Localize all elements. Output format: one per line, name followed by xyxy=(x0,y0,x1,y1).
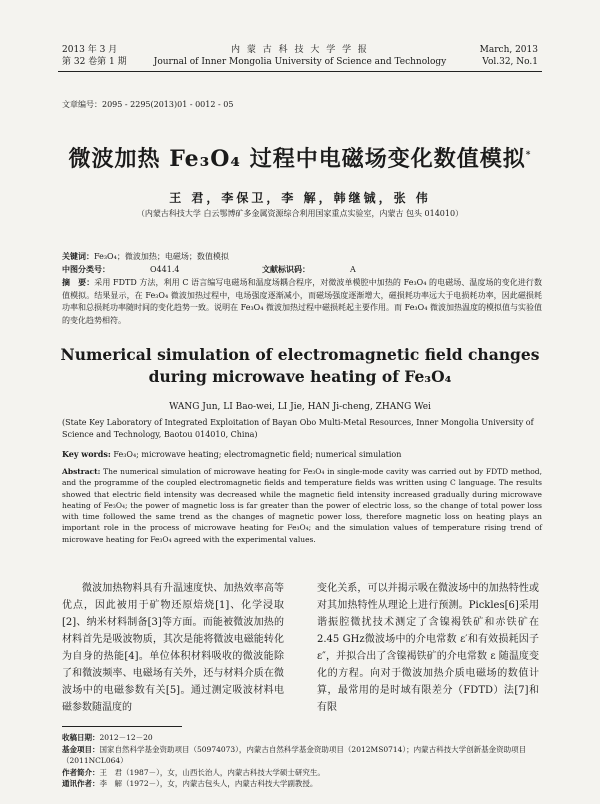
abstract-cn-label: 摘 要： xyxy=(62,277,95,287)
keywords-cn-text: Fe₃O₄；微波加热；电磁场；数值模拟 xyxy=(94,252,229,261)
fund-label: 基金项目： xyxy=(62,744,100,754)
footnotes xyxy=(62,732,542,790)
footnote-received xyxy=(62,732,542,744)
header-volume-cn: 第 32 卷第 1 期 xyxy=(62,57,127,67)
title-cn-text: 微波加热 Fe₃O₄ 过程中电磁场变化数值模拟 xyxy=(68,146,526,172)
keywords-cn xyxy=(62,250,542,263)
article-number: 文章编号：2095 - 2295(2013)01 - 0012 - 05 xyxy=(62,100,234,109)
affiliation-cn: （内蒙古科技大学 白云鄂博矿多金属资源综合利用国家重点实验室，内蒙古 包头 014010） xyxy=(136,209,464,218)
abstract-cn xyxy=(62,276,542,327)
title-en-line2: during microwave heating of Fe₃O₄ xyxy=(148,367,452,386)
header-volume-en: Vol.32, No.1 xyxy=(482,57,538,67)
body-column-right: 变化关系，可以并揭示吸在微波场中的加热特性或对其加热特性从理论上进行预测。Pickles[6]采用谐振腔微扰技术测定了含镍褐铁矿和赤铁矿在 2.45 GHz微波场中的介电常数 ε′和有效损耗因子 ε″，并拟合出了含镍褐铁矿的介电常数 ε 随温度变化的方程。向对于微波加热介质电磁场的数值计算，最常用的是时域有限差分（FDTD）法[7]和有限 xyxy=(317,583,539,713)
classification-row xyxy=(62,263,542,276)
author1-label: 作者简介： xyxy=(62,767,100,777)
footnote-author2 xyxy=(62,778,542,790)
header-date-cn: 2013 年 3 月 xyxy=(62,45,118,55)
header-journal-cn: 内 蒙 古 科 技 大 学 学 报 xyxy=(231,45,369,55)
footnote-rule xyxy=(62,726,182,727)
affiliation-en: (State Key Laboratory of Integrated Exploitation of Bayan Obo Multi-Metal Resources, Inner Mongolia University of Science and Technology, Baotou 014010, China) xyxy=(62,418,534,439)
abstract-cn-text: 采用 FDTD 方法，利用 C 语言编写电磁场和温度场耦合程序，对微波单模腔中加热的 Fe₃O₄ 的电磁场、温度场的变化进行数值模拟。结果显示，在 Fe₃O₄ 微波加热过程中，电场强度逐渐减小，而磁场强度逐渐增大，磁损耗功率远大于电损耗功率，因此磁损耗功率和总损耗功率随时间的变化趋势一致。说明在 Fe₃O₄ 微波加热过程中磁损耗起主要作用。而 Fe₃O₄ 微波加热温度的模拟值与实验值的变化趋势相符。 xyxy=(62,278,542,325)
header-rule xyxy=(58,71,542,72)
author2-label: 通讯作者： xyxy=(62,779,100,788)
clc-label: 中图分类号： xyxy=(62,264,110,274)
received-date: 2012－12－20 xyxy=(99,733,153,742)
received-label: 收稿日期： xyxy=(62,733,100,742)
title-footnote-mark: * xyxy=(525,150,532,161)
doc-code-value: A xyxy=(350,265,356,274)
doc-code-label: 文献标识码： xyxy=(262,264,311,274)
header-issue-en xyxy=(480,44,538,68)
keywords-cn-label: 关键词： xyxy=(62,251,94,261)
abstract-en xyxy=(62,466,542,545)
keywords-en-label: Key words: xyxy=(62,449,111,459)
clc-value: O441.4 xyxy=(150,265,180,274)
header-date-en: March, 2013 xyxy=(479,45,538,55)
body-column-left: 微波加热物料具有升温速度快、加热效率高等优点，因此被用于矿物还原焙烧[1]、化学浸取[2]、纳米材料制备[3]等方面。而能被微波加热的材料首先是吸波物质，其次是能将微波电磁能转化为自身的热能[4]。单位体积材料吸收的微波能除了和微波频率、电磁场有关外，还与材料介质在微波场中的电磁参数有关[5]。通过测定吸波材料电磁参数随温度的 xyxy=(62,583,284,713)
keywords-cn-block xyxy=(62,250,542,276)
authors-cn: 王 君，李保卫，李 解，韩继铖，张 伟 xyxy=(169,191,431,205)
keywords-en xyxy=(62,449,542,459)
abstract-en-label: Abstract: xyxy=(62,467,101,476)
title-en xyxy=(0,344,600,388)
fund-text: 国家自然科学基金资助项目（50974073），内蒙古自然科学基金资助项目（2012MS0714）；内蒙古科技大学创新基金资助项目（2011NCL064） xyxy=(62,744,527,765)
author1-text: 王 君（1987－），女，山西长治人，内蒙古科技大学硕士研究生。 xyxy=(99,767,325,777)
footnote-fund xyxy=(62,744,542,767)
title-en-line1: Numerical simulation of electromagnetic field changes xyxy=(60,345,540,364)
keywords-en-text: Fe₃O₄; microwave heating; electromagnetic field; numerical simulation xyxy=(113,450,402,459)
abstract-en-text: The numerical simulation of microwave heating for Fe₃O₄ in single-mode cavity was carried out by FDTD method, and the programme of the coupled electromagnetic fields and temperature fields was written using C language. The results showed that electric field intensity was decreased while the magnetic field intensity increased gradually during microwave heating of Fe₃O₄; the power of magnetic loss is far greater than the power of electric loss, so the change of total power loss with time followed the same trend as the changes of magnetic power loss, therefore magnetic loss on heating plays an important role in the process of microwave heating for Fe₃O₄; and the simulation values of temperature rising trend of microwave heating for Fe₃O₄ agreed with the experimental values. xyxy=(62,467,542,544)
footnote-author1 xyxy=(62,767,542,779)
authors-en: WANG Jun, LI Bao-wei, LI Jie, HAN Ji-cheng, ZHANG Wei xyxy=(169,402,431,412)
title-cn xyxy=(0,142,600,173)
author2-text: 李 解（1972－），女，内蒙古包头人，内蒙古科技大学副教授。 xyxy=(99,779,318,788)
header-journal-en: Journal of Inner Mongolia University of Science and Technology xyxy=(153,57,447,67)
